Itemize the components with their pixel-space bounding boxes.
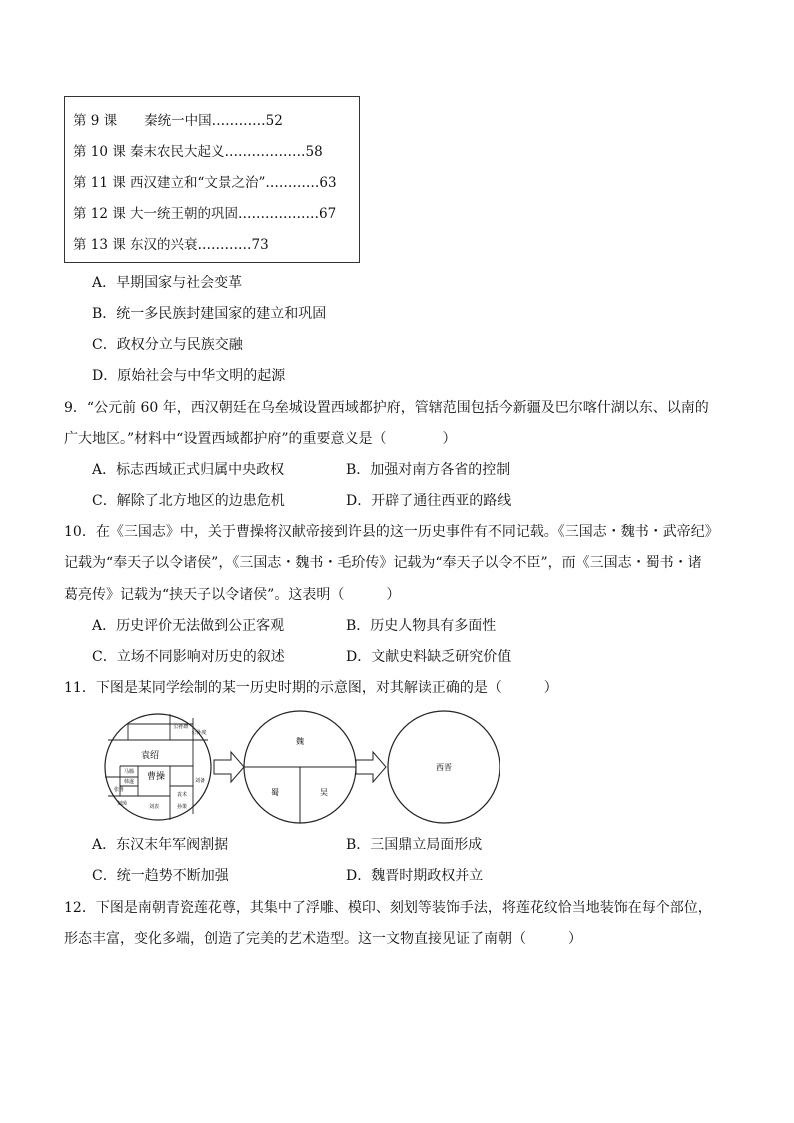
label-liuzhang: 刘璋 [116, 801, 128, 807]
label-mateng: 马腾 [123, 769, 135, 775]
q9-option-a: A．标志西域正式归属中央政权 [92, 462, 285, 478]
q9-stem-line2: 广大地区。”材料中“设置西域都护府”的重要意义是（ ） [64, 431, 457, 447]
toc-line: 第 13 课 东汉的兴衰…………73 [73, 237, 269, 253]
toc-box [64, 96, 360, 263]
q11-option-c: C．统一趋势不断加强 [92, 868, 229, 884]
q10-stem-line2: 记载为“奉天子以令诸侯”，《三国志・魏书・毛玠传》记载为“奉天子以令不臣”，而《三国志・蜀书・诸 [64, 555, 702, 571]
q11-option-d: D．魏晋时期政权并立 [346, 868, 484, 884]
label-caocao: 曹操 [146, 772, 166, 782]
q11-option-a: A．东汉末年军阀割据 [92, 837, 229, 853]
q10-option-b: B．历史人物具有多面性 [346, 618, 497, 634]
label-hanhui: 韩遂 [123, 779, 135, 785]
label-yuanshao: 袁绍 [140, 751, 160, 761]
arrow-icon [356, 752, 386, 782]
historical-period-diagram [100, 706, 500, 828]
label-wu: 吴 [320, 788, 328, 797]
label-wei: 魏 [296, 737, 304, 746]
q9-option-b: B．加强对南方各省的控制 [346, 462, 511, 478]
q8-option-c: C．政权分立与民族交融 [92, 337, 243, 353]
toc-line: 第 12 课 大一统王朝的巩固………………67 [73, 206, 337, 222]
q9-stem-line1: 9．“公元前 60 年，西汉朝廷在乌垒城设置西域都护府，管辖范围包括今新疆及巴尔喀什湖以东、以南的 [64, 400, 709, 416]
q10-stem-line1: 10．在《三国志》中，关于曹操将汉献帝接到许县的这一历史事件有不同记载。《三国志・魏书・武帝纪》 [64, 524, 719, 540]
label-xijin: 西晋 [436, 763, 452, 772]
label-zhangxiu: 张鲁 [113, 787, 125, 793]
toc-line: 第 9 课 秦统一中国…………52 [73, 113, 283, 129]
q9-option-d: D．开辟了通往西亚的路线 [346, 493, 512, 509]
warlords-circle [105, 714, 211, 820]
label-sunce: 孙策 [176, 804, 188, 810]
q8-option-b: B．统一多民族封建国家的建立和巩固 [92, 306, 327, 322]
q11-stem: 11．下图是某同学绘制的某一历史时期的示意图，对其解读正确的是（ ） [64, 680, 558, 696]
q11-option-b: B．三国鼎立局面形成 [346, 837, 483, 853]
q10-stem-line3: 葛亮传》记载为“挟天子以令诸侯”。这表明（ ） [64, 587, 401, 603]
toc-line: 第 11 课 西汉建立和“文景之治”…………63 [73, 175, 337, 191]
label-gongsundu: 公孙度 [191, 730, 207, 736]
q8-option-d: D．原始社会与中华文明的起源 [92, 368, 286, 384]
label-shu: 蜀 [271, 788, 279, 797]
q10-option-d: D．文献史料缺乏研究价值 [346, 649, 512, 665]
label-yuanshu: 袁术 [176, 792, 188, 798]
arrow-icon [214, 752, 244, 782]
toc-line: 第 10 课 秦末农民大起义………………58 [73, 144, 323, 160]
three-kingdoms-circle [244, 711, 356, 823]
q10-option-a: A．历史评价无法做到公正客观 [92, 618, 285, 634]
q8-option-a: A．早期国家与社会变革 [92, 275, 243, 291]
label-liubei: 刘备 [194, 778, 206, 784]
q12-stem-line2: 形态丰富，变化多端，创造了完美的艺术造型。这一文物直接见证了南朝（ ） [64, 931, 582, 947]
label-gongsunzan: 公孙瓒 [173, 724, 189, 730]
label-liubiao: 刘表 [148, 804, 160, 810]
western-jin-circle [388, 711, 500, 823]
q9-option-c: C．解除了北方地区的边患危机 [92, 493, 285, 509]
q12-stem-line1: 12．下图是南朝青瓷莲花尊，其集中了浮雕、模印、刻划等装饰手法，将莲花纹恰当地装饰在每个部位， [64, 900, 712, 916]
q10-option-c: C．立场不同影响对历史的叙述 [92, 649, 285, 665]
